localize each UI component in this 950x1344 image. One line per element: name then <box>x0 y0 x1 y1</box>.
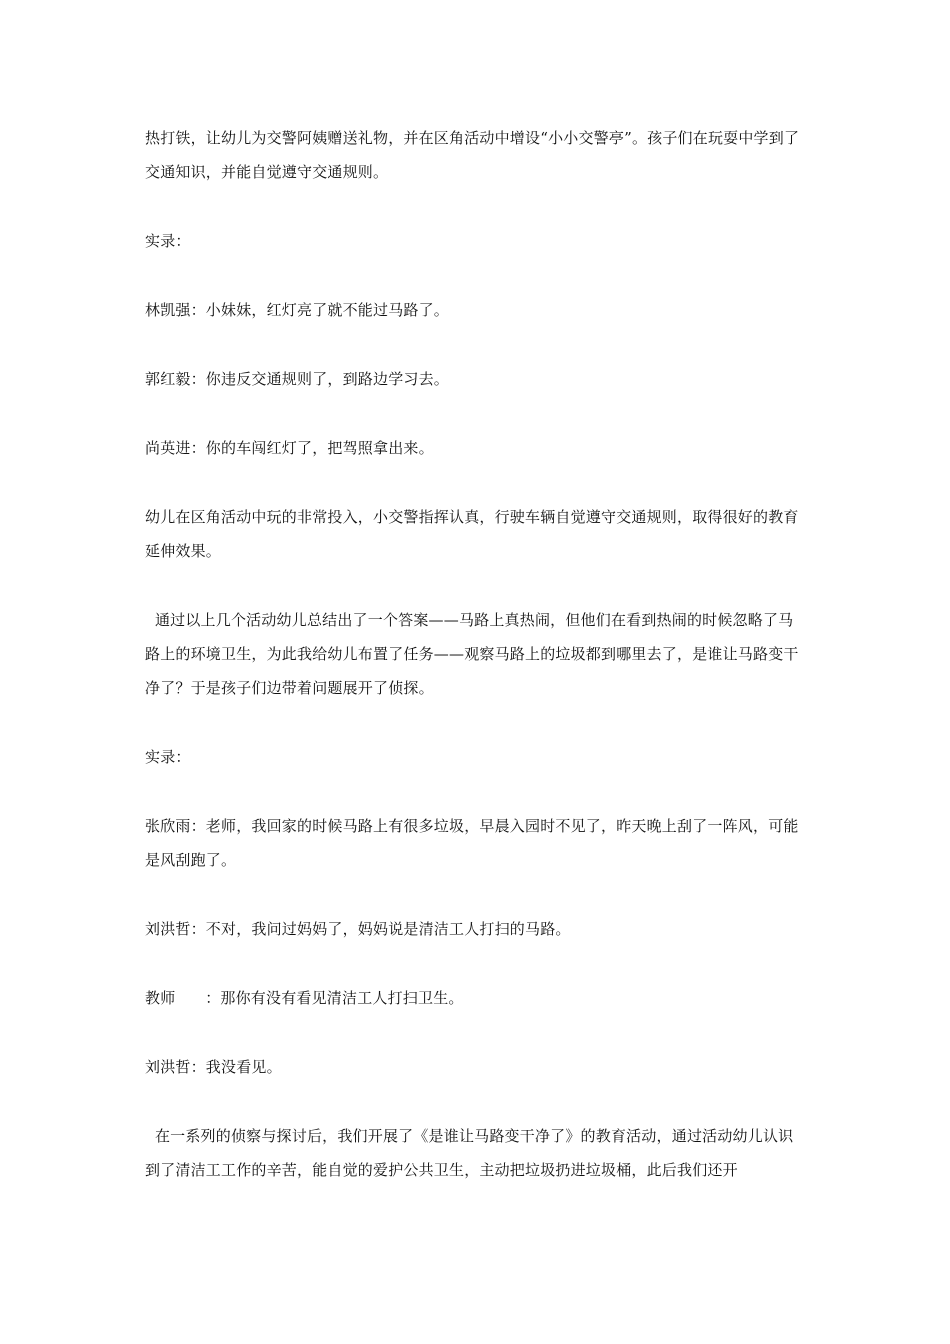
paragraph-gap <box>145 465 805 500</box>
paragraph-summary: 幼儿在区角活动中玩的非常投入，小交警指挥认真，行驶车辆自觉遵守交通规则，取得很好的教育延伸效果。 <box>145 508 799 560</box>
paragraph-dialogue: 刘洪哲：我没看见。 <box>145 1058 282 1076</box>
paragraph-dialogue: 林凯强：小妹妹，红灯亮了就不能过马路了。 <box>145 301 450 319</box>
paragraph-dialogue: 郭红毅：你违反交通规则了，到路边学习去。 <box>145 370 450 388</box>
paragraph-gap <box>145 774 805 809</box>
paragraph-intro: 热打铁，让幼儿为交警阿姨赠送礼物，并在区角活动中增设“小小交警亭”。孩子们在玩耍中学到了交通知识，并能自觉遵守交通规则。 <box>145 129 800 181</box>
paragraph-gap <box>145 189 805 224</box>
paragraph-record-label: 实录： <box>145 232 191 250</box>
paragraph-gap <box>145 396 805 431</box>
paragraph-record-label: 实录： <box>145 748 191 766</box>
document-body <box>145 121 805 1187</box>
paragraph-dialogue: 张欣雨：老师，我回家的时候马路上有很多垃圾，早晨入园时不见了，昨天晚上刮了一阵风，可能是风刮跑了。 <box>145 817 799 869</box>
paragraph-dialogue: 刘洪哲：不对，我问过妈妈了，妈妈说是清洁工人打扫的马路。 <box>145 920 571 938</box>
paragraph-gap <box>145 1015 805 1050</box>
paragraph-gap <box>145 568 805 603</box>
paragraph-gap <box>145 1084 805 1119</box>
paragraph-dialogue: 教师 ：那你有没有看见清洁工人打扫卫生。 <box>145 989 464 1007</box>
paragraph-activity: 在一系列的侦察与探讨后，我们开展了《是谁让马路变干净了》的教育活动，通过活动幼儿认识到了清洁工工作的辛苦，能自觉的爱护公共卫生，主动把垃圾扔进垃圾桶，此后我们还开 <box>145 1127 794 1179</box>
paragraph-gap <box>145 705 805 740</box>
paragraph-gap <box>145 258 805 293</box>
paragraph-investigation: 通过以上几个活动幼儿总结出了一个答案——马路上真热闹，但他们在看到热闹的时候忽略了马路上的环境卫生，为此我给幼儿布置了任务——观察马路上的垃圾都到哪里去了，是谁让马路变干净了？于是孩子们边带着问题展开了侦探。 <box>145 611 799 697</box>
paragraph-gap <box>145 877 805 912</box>
paragraph-gap <box>145 327 805 362</box>
paragraph-dialogue: 尚英进：你的车闯红灯了，把驾照拿出来。 <box>145 439 434 457</box>
paragraph-gap <box>145 946 805 981</box>
